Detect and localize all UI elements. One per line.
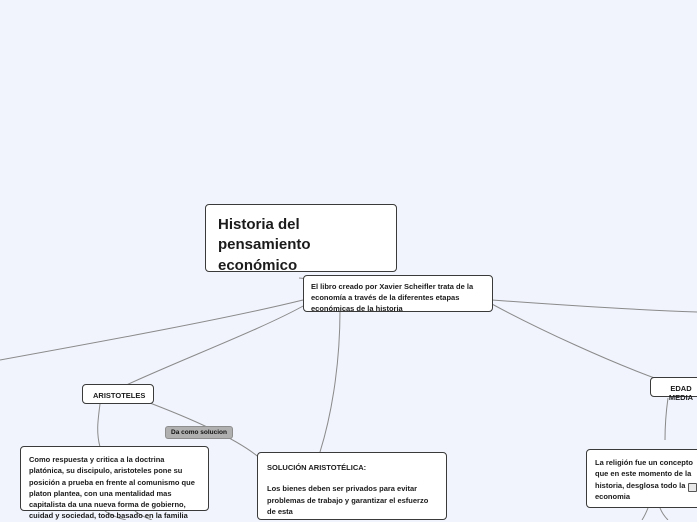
node-root-title: Historia del pensamiento económico xyxy=(218,216,311,274)
edge-aristoteles-to-critica xyxy=(98,404,100,447)
node-book-note[interactable] xyxy=(303,275,493,312)
edge-booknote-to-solucion xyxy=(320,310,340,452)
edge-booknote-right xyxy=(492,300,697,312)
edge-booknote-left xyxy=(0,300,303,360)
node-edad-media[interactable] xyxy=(650,377,697,402)
edge-booknote-to-edad-media xyxy=(490,303,660,380)
edge-label-text: Da como solucion xyxy=(171,429,227,436)
node-solucion-body: Los bienes deben ser privados para evitar problemas de trabajo y garantizar el esfuerzo de esta xyxy=(267,484,429,516)
node-edad-media-label: EDAD MEDIA xyxy=(668,384,694,402)
edge-booknote-to-aristoteles xyxy=(122,305,305,387)
node-religion[interactable] xyxy=(586,449,697,508)
edge-edadmedia-to-religion xyxy=(665,398,668,440)
edge-label-da-como-solucion[interactable] xyxy=(165,426,233,439)
node-aristoteles[interactable] xyxy=(82,384,154,404)
edge-religion-down-b xyxy=(660,508,668,520)
node-critica-text: Como respuesta y critica a la doctrina platónica, su discipulo, aristoteles pone su posición a prueba en frente al comunismo que platon plantea, con una mentalidad mas capitalista da una nueva forma de gobierno, cuidad y sociedad, todo basado en la familia xyxy=(29,455,195,521)
resize-handle-right[interactable] xyxy=(688,483,697,492)
node-aristoteles-label: ARISTOTELES xyxy=(93,391,146,400)
edge-religion-down-a xyxy=(642,508,648,520)
node-root[interactable] xyxy=(205,204,397,272)
node-book-note-text: El libro creado por Xavier Scheifler trata de la economía a través de la diferentes etapas económicas de la historia xyxy=(311,282,474,313)
node-solucion-aristotelica[interactable] xyxy=(257,452,447,520)
node-critica-aristotelica[interactable] xyxy=(20,446,209,521)
node-religion-text: La religión fue un concepto que en este momento de la historia, desglosa todo la economia xyxy=(595,458,693,501)
node-solucion-title: SOLUCIÓN ARISTOTÉLICA: xyxy=(267,463,367,472)
